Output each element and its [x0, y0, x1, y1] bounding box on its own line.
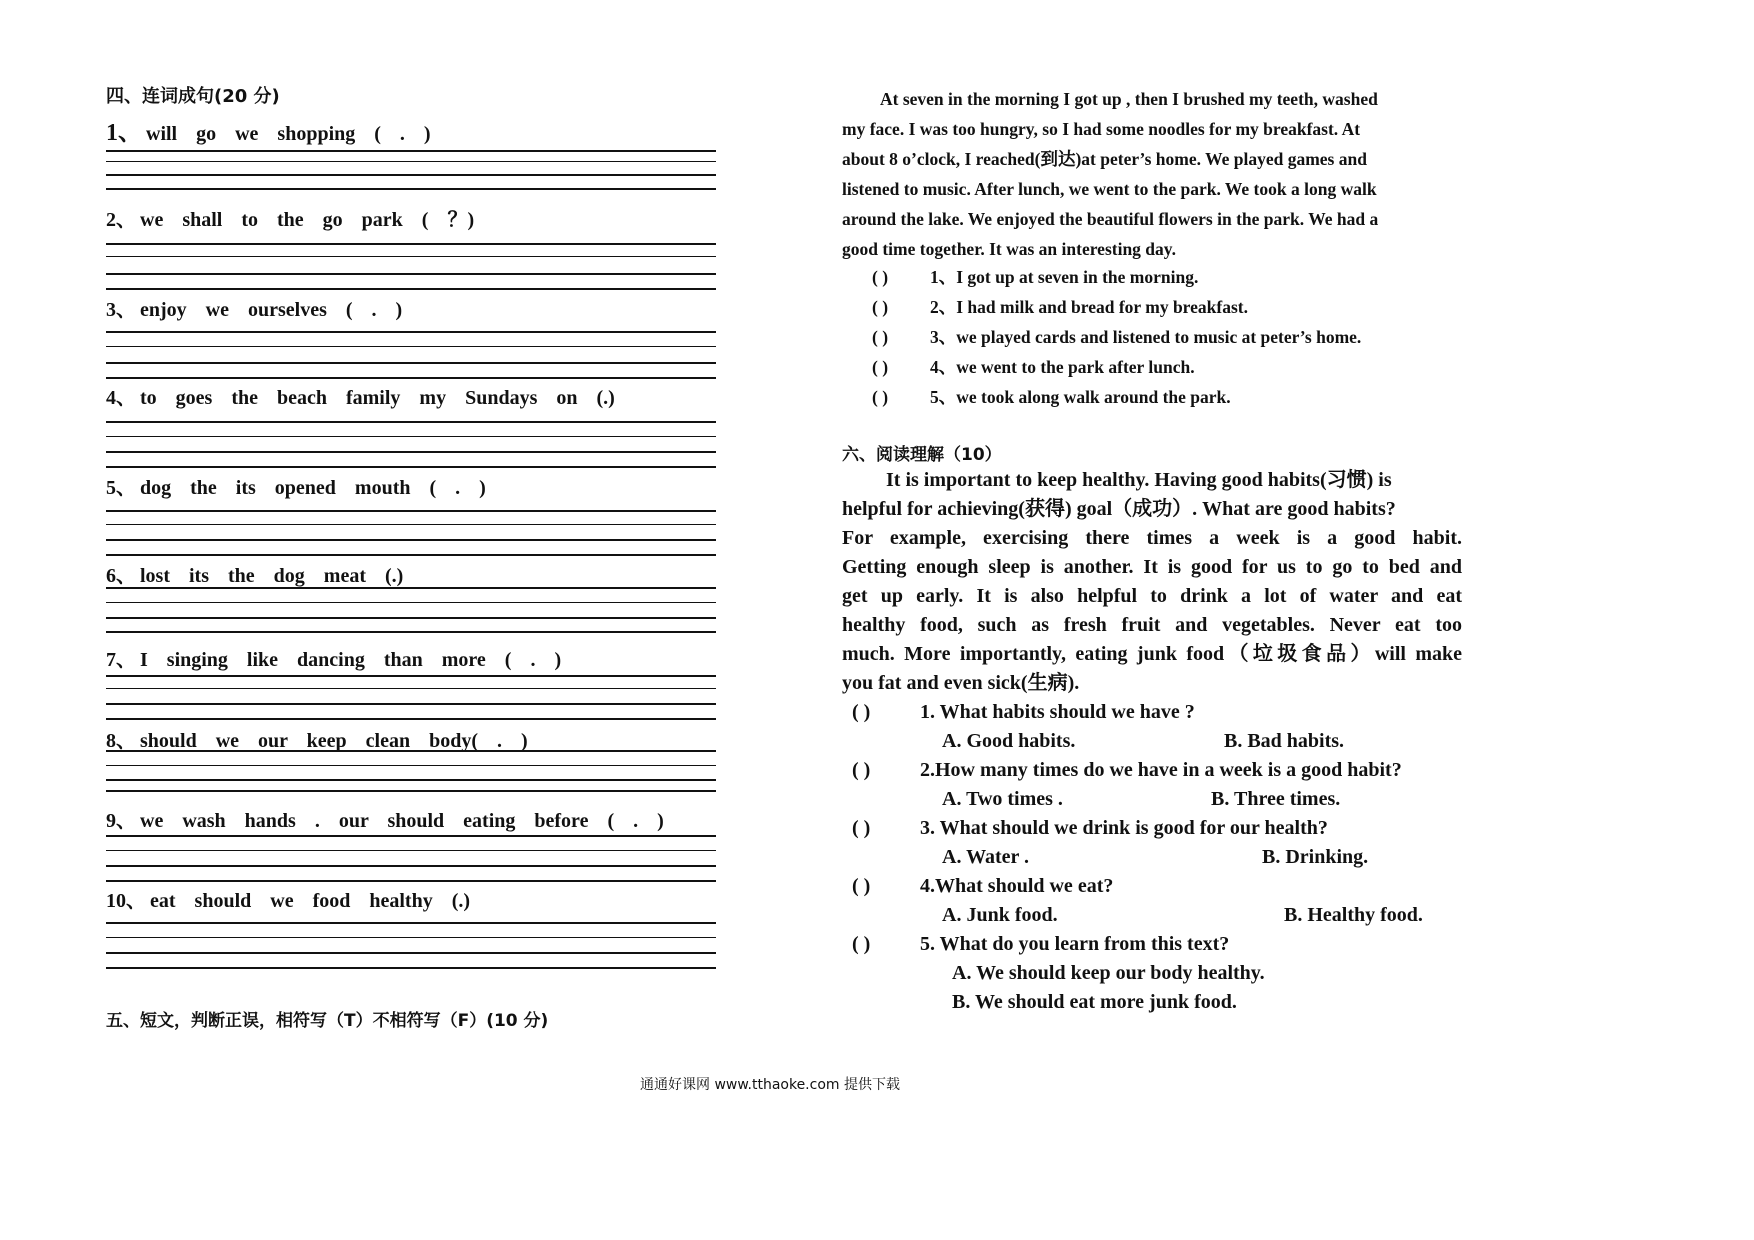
passage-line: around the lake. We enjoyed the beautiful flowers in the park. We had a [842, 209, 1379, 229]
option-b: B. Three times. [1211, 788, 1341, 810]
section-5-passage [842, 84, 1442, 264]
answer-line [106, 880, 716, 882]
question-number: 4、 [106, 387, 136, 409]
passage-line: For example, exercising there times a week is a good habit. [842, 527, 1462, 549]
option-b: B. Bad habits. [1224, 730, 1345, 752]
section-4-title: 四、连词成句(20 分) [106, 86, 280, 107]
mc-options-1 [852, 727, 1472, 756]
multiple-choice-list [852, 698, 1472, 1017]
answer-line [106, 967, 716, 969]
mc-question-5 [852, 930, 1472, 959]
answer-line [106, 331, 716, 333]
list-item [872, 292, 1361, 322]
question-words: dog the its opened mouth ( . ) [140, 477, 486, 499]
question-1 [106, 112, 716, 147]
question-number: 9、 [106, 810, 136, 832]
question-text: 5. What do you learn from this text? [920, 933, 1230, 955]
statement-text: 4、we went to the park after lunch. [930, 357, 1195, 377]
option-a: A. We should keep our body healthy. [952, 962, 1265, 984]
answer-line [106, 587, 716, 589]
passage-line: It is important to keep healthy. Having good habits(习惯) is [886, 469, 1392, 491]
answer-line [106, 718, 716, 720]
statement-text: 5、we took along walk around the park. [930, 387, 1231, 407]
section-6-passage [842, 466, 1462, 698]
answer-line [106, 188, 716, 190]
answer-line [106, 865, 716, 867]
question-5 [106, 471, 716, 500]
passage-line: much. More importantly, eating junk food（垃圾食品）will make [842, 643, 1462, 665]
question-8 [106, 724, 716, 753]
option-a: A. Junk food. [942, 904, 1058, 926]
question-words: should we our keep clean body( . ) [140, 730, 528, 752]
question-text: 4.What should we eat? [920, 875, 1114, 897]
answer-line [106, 703, 716, 705]
answer-line [106, 436, 716, 437]
answer-line [106, 602, 716, 603]
answer-line [106, 688, 716, 689]
passage-line: At seven in the morning I got up , then I brushed my teeth, washed [880, 89, 1378, 109]
passage-line: about 8 o’clock, I reached(到达)at peter’s home. We played games and [842, 149, 1367, 169]
passage-line: good time together. It was an interesting day. [842, 239, 1176, 259]
answer-blank[interactable]: ( ) [852, 701, 871, 723]
answer-blank[interactable]: ( ) [852, 759, 871, 781]
mc-question-2 [852, 756, 1472, 785]
answer-line [106, 524, 716, 525]
question-text: 2.How many times do we have in a week is a good habit? [920, 759, 1402, 781]
section-6-title: 六、阅读理解（10） [842, 445, 1002, 465]
list-item [872, 382, 1361, 412]
question-words: eat should we food healthy (.) [150, 890, 471, 912]
answer-line [106, 288, 716, 290]
question-number: 8、 [106, 730, 136, 752]
answer-line [106, 750, 716, 752]
answer-line [106, 779, 716, 781]
list-item [872, 262, 1361, 292]
answer-line [106, 451, 716, 453]
answer-blank[interactable]: ( ) [872, 297, 889, 317]
answer-blank[interactable]: ( ) [852, 933, 871, 955]
answer-blank[interactable]: ( ) [852, 817, 871, 839]
mc-options-2 [852, 785, 1472, 814]
question-9 [106, 804, 716, 833]
answer-line [106, 421, 716, 423]
answer-line [106, 150, 716, 152]
answer-line [106, 377, 716, 379]
question-words: enjoy we ourselves ( . ) [140, 299, 403, 321]
mc-question-1 [852, 698, 1472, 727]
list-item [872, 322, 1361, 352]
answer-line [106, 937, 716, 938]
question-number: 7、 [106, 649, 136, 671]
statement-text: 2、I had milk and bread for my breakfast. [930, 297, 1248, 317]
answer-line [106, 362, 716, 364]
answer-line [106, 850, 716, 851]
answer-line [106, 765, 716, 766]
mc-options-4 [852, 901, 1472, 930]
answer-line [106, 256, 716, 257]
answer-blank[interactable]: ( ) [872, 387, 889, 407]
passage-line: healthy food, such as fresh fruit and vegetables. Never eat too [842, 614, 1462, 636]
mc-options-5a [852, 959, 1472, 988]
answer-line [106, 952, 716, 954]
answer-line [106, 554, 716, 556]
question-3 [106, 293, 716, 322]
answer-line [106, 243, 716, 245]
question-7 [106, 643, 716, 672]
statement-text: 3、we played cards and listened to music at peter’s home. [930, 327, 1362, 347]
mc-question-3 [852, 814, 1472, 843]
question-text: 1. What habits should we have ? [920, 701, 1195, 723]
answer-line [106, 273, 716, 275]
passage-line: listened to music. After lunch, we went to the park. We took a long walk [842, 179, 1377, 199]
answer-blank[interactable]: ( ) [872, 327, 889, 347]
answer-line [106, 675, 716, 677]
question-words: we shall to the go park ( ？) [140, 209, 475, 231]
answer-line [106, 510, 716, 512]
question-2 [106, 203, 716, 232]
question-text: 3. What should we drink is good for our health? [920, 817, 1328, 839]
section-5-title: 五、短文，判断正误，相符写（T）不相符写（F）(10 分) [106, 1011, 549, 1031]
answer-line [106, 631, 716, 633]
list-item [872, 352, 1361, 382]
answer-line [106, 790, 716, 792]
answer-blank[interactable]: ( ) [852, 875, 871, 897]
answer-line [106, 161, 716, 162]
option-a: A. Water . [942, 846, 1030, 868]
question-number: 2、 [106, 209, 136, 231]
question-number: 10、 [106, 890, 146, 912]
question-10 [106, 884, 716, 913]
option-b: B. We should eat more junk food. [952, 991, 1237, 1013]
question-words: lost its the dog meat (.) [140, 565, 404, 587]
answer-line [106, 922, 716, 924]
option-a: A. Two times . [942, 788, 1063, 810]
option-a: A. Good habits. [942, 730, 1076, 752]
answer-line [106, 617, 716, 619]
statement-text: 1、I got up at seven in the morning. [930, 267, 1199, 287]
question-number: 1、 [106, 120, 142, 146]
mc-options-3 [852, 843, 1472, 872]
passage-line: my face. I was too hungry, so I had some noodles for my breakfast. At [842, 119, 1361, 139]
question-4 [106, 381, 716, 410]
answer-line [106, 539, 716, 541]
answer-line [106, 835, 716, 837]
question-words: will go we shopping ( . ) [146, 123, 431, 145]
mc-question-4 [852, 872, 1472, 901]
question-number: 5、 [106, 477, 136, 499]
question-words: we wash hands . our should eating before ( . ) [140, 810, 664, 832]
true-false-list [872, 262, 1361, 412]
passage-line: helpful for achieving(获得) goal（成功）. What are good habits? [842, 498, 1396, 520]
answer-line [106, 346, 716, 347]
answer-line [106, 466, 716, 468]
question-number: 3、 [106, 299, 136, 321]
answer-blank[interactable]: ( ) [872, 357, 889, 377]
question-words: I singing like dancing than more ( . ) [140, 649, 562, 671]
option-b: B. Healthy food. [1284, 904, 1423, 926]
footer-text: 通通好课网 www.tthaoke.com 提供下载 [640, 1077, 900, 1093]
answer-blank[interactable]: ( ) [872, 267, 889, 287]
passage-line: you fat and even sick(生病). [842, 672, 1080, 694]
mc-options-5b [852, 988, 1472, 1017]
passage-line: get up early. It is also helpful to drink a lot of water and eat [842, 585, 1462, 607]
question-words: to goes the beach family my Sundays on (.) [140, 387, 615, 409]
question-number: 6、 [106, 565, 136, 587]
option-b: B. Drinking. [1262, 846, 1369, 868]
answer-line [106, 174, 716, 176]
passage-line: Getting enough sleep is another. It is good for us to go to bed and [842, 556, 1462, 578]
question-6 [106, 559, 716, 588]
